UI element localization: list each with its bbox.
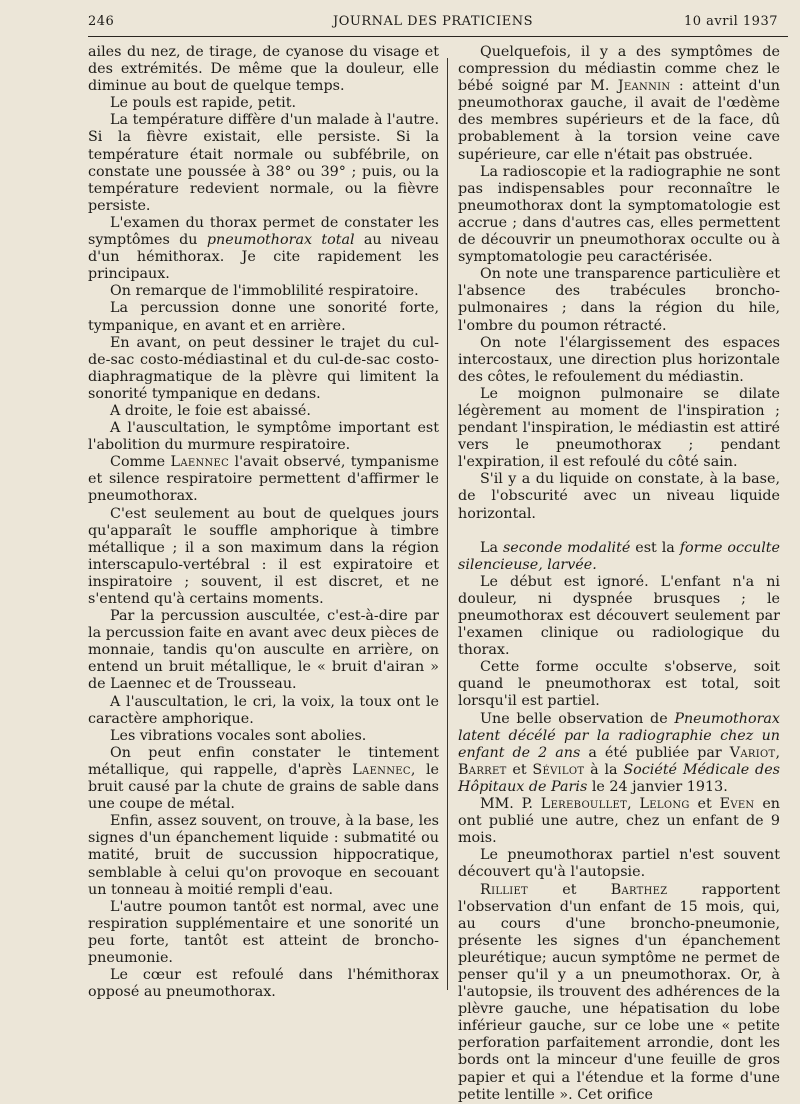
text-run: La radioscopie et la radiographie ne sont pas indispensables pour reconnaître le pneumothorax dont la symptomatologie est accrue ; dans d'autres cas, elles permettent de découvrir un pneumothorax occulte ou à symptomatologie peu caractérisée. (458, 163, 780, 266)
text-run: Cette forme occulte s'observe, soit quand le pneumothorax est total, soit lorsqu'il est partiel. (458, 659, 780, 710)
text-run: La percussion donne une sonorité forte, tympanique, en avant et en arrière. (88, 300, 439, 334)
text-run: , (775, 744, 780, 761)
left-column (88, 44, 439, 1001)
text-run: Enfin, assez souvent, on trouve, à la base, les signes d'un épanchement liquide : submatité ou matité, bruit de succussion hippocratique, semblable à celui qu'on provoque en secouant un tonneau à moitié rempli d'eau. (88, 813, 439, 898)
page-number: 246 (88, 14, 115, 29)
paragraph (458, 266, 780, 334)
paragraph (458, 335, 780, 386)
author-name: Variot (729, 744, 776, 761)
paragraph (88, 506, 439, 609)
paragraph (88, 745, 439, 813)
text-run: La température diffère d'un malade à l'autre. Si la fièvre existait, elle persiste. Si la température était normale ou subfébrile, on constate une poussée à 38° ou 39° ; puis, ou la température redevient normale, ou la fièvre persiste. (88, 112, 439, 214)
text-run: Comme (110, 454, 171, 471)
paragraph (458, 659, 780, 710)
journal-title: JOURNAL DES PRATICIENS (333, 14, 533, 29)
text-run: l'avait observé, tympanisme et silence respiratoire permettent d'affirmer le pneumothorax. (88, 454, 439, 505)
paragraph (88, 283, 439, 300)
paragraph (88, 967, 439, 1001)
text-run: au niveau d'un hémithorax. Je cite rapidement les principaux. (88, 232, 440, 283)
paragraph (458, 540, 780, 574)
paragraph (88, 95, 439, 112)
text-run: est la (630, 539, 680, 556)
text-run: : atteint d'un pneumothorax gauche, il avait de l'œdème des membres supérieurs et de la face, dû probablement à la torsion veine cave supérieure, car elle n'était pas obstruée. (458, 78, 780, 163)
text-run: A l'auscultation, le symptôme important est l'abolition du murmure respiratoire. (88, 420, 439, 454)
text-run: La (480, 539, 503, 556)
author-name: Barthez (610, 881, 668, 898)
text-run: et (689, 796, 720, 813)
paragraph (458, 847, 780, 881)
italic-text: pneumothorax total (206, 232, 355, 249)
paragraph (88, 813, 439, 898)
text-run: Le moignon pulmonaire se dilate légèrement au moment de l'inspiration ; pendant l'inspiration, le médiastin est attiré vers le pneumothorax ; pendant l'expiration, il est refoulé du côté sain. (458, 385, 780, 471)
paragraph (88, 899, 439, 967)
italic-text: forme occulte silencieuse, larvée. (458, 539, 781, 573)
text-run: Le cœur est refoulé dans l'hémithorax opposé au pneumothorax. (88, 967, 439, 1001)
text-run: Les vibrations vocales sont abolies. (110, 727, 367, 744)
text-run: ailes du nez, de tirage, de cyanose du visage et des extrémités. De même que la douleur, elle diminue au bout de quelque temps. (88, 44, 439, 95)
text-run: On peut enfin constater le tintement métallique, qui rappelle, d'après (88, 744, 439, 778)
text-run: à la (584, 761, 624, 778)
text-run: a été publiée par (580, 744, 730, 761)
text-run: Le début est ignoré. L'enfant n'a ni douleur, ni dyspnée brusques ; le pneumothorax est découvert seulement par l'examen clinique ou radiologique du thorax. (458, 573, 780, 659)
text-run: On note une transparence particulière et l'absence des trabécules broncho-pulmonaires ; dans la région du hile, l'ombre du poumon rétracté. (458, 266, 780, 334)
column-divider (447, 58, 448, 990)
text-run: en ont publié une autre, chez un enfant de 9 mois. (458, 796, 781, 847)
text-run: A l'auscultation, le cri, la voix, la toux ont le caractère amphorique. (88, 693, 439, 727)
paragraph (88, 420, 439, 454)
paragraph (458, 44, 780, 164)
italic-text: Société Médicale des Hôpitaux de Paris (458, 761, 780, 795)
text-run: C'est seulement au bout de quelques jours qu'apparaît le souffle amphorique à timbre métallique ; il a son maximum dans la région interscapulo-vertébral : il est expiratoire et inspiratoire ; souvent, il est discret, et ne s'entend qu'à certains moments. (88, 505, 439, 607)
paragraph (458, 386, 780, 471)
paragraph (88, 694, 439, 728)
text-run: et (528, 881, 611, 898)
author-name: Jeannin (617, 78, 671, 95)
paragraph (458, 796, 780, 847)
text-run: On note l'élargissement des espaces intercostaux, une direction plus horizontale des côtes, le refoulement du médiastin. (458, 334, 780, 385)
text-run: Le pneumothorax partiel n'est souvent découvert qu'à l'autopsie. (458, 847, 780, 881)
text-run: rapportent l'observation d'un enfant de 15 mois, qui, au cours d'une broncho-pneumonie, présente les signes d'un épanchement pleurétique; aucun symptôme ne permet de penser qu'il y a un pneumothorax. Or, à l'autopsie, ils trouvent des adhérences de la plèvre gauche, une hépatisation du lobe inférieur gauche, sur ce lobe une « petite perforation parfaitement arrondie, dont les bords ont la minceur d'une feuille de gros papier et qui a l'étendue et la forme d'une petite lentille ». Cet orifice (458, 881, 781, 1103)
paragraph (88, 44, 439, 95)
text-run: le 24 janvier 1913. (587, 778, 728, 795)
paragraph (88, 300, 439, 334)
author-name: Even (719, 796, 755, 813)
text-run: et (506, 761, 533, 778)
text-run: Le pouls est rapide, petit. (110, 95, 297, 112)
paragraph (458, 882, 780, 1104)
header-rule (88, 36, 788, 37)
right-column (458, 44, 780, 1104)
running-header (88, 14, 778, 36)
paragraph (88, 112, 439, 215)
author-name: Barret (458, 761, 507, 778)
issue-date: 10 avril 1937 (683, 14, 778, 29)
text-run: En avant, on peut dessiner le trajet du cul-de-sac costo-médiastinal et du cul-de-sac costo-diaphragmatique de la plèvre qui limitent la sonorité tympanique en dedans. (88, 334, 439, 402)
text-run: L'autre poumon tantôt est normal, avec une respiration supplémentaire et une sonorité un peu forte, tantôt est atteint de broncho-pneumonie. (88, 898, 439, 966)
paragraph (88, 335, 439, 403)
text-run: L'examen du thorax permet de constater les symptômes du (88, 214, 439, 249)
paragraph (458, 711, 780, 796)
paragraph (88, 215, 439, 283)
paragraph (88, 403, 439, 420)
text-run: , le bruit causé par la chute de grains de sable dans une coupe de métal. (88, 761, 439, 813)
text-run: S'il y a du liquide on constate, à la base, de l'obscurité avec un niveau liquide horizontal. (458, 471, 780, 522)
paragraph (458, 164, 780, 267)
author-name: Rilliet (480, 881, 529, 898)
text-run: MM. P. (480, 796, 541, 813)
paragraph (88, 454, 439, 505)
paragraph (458, 471, 780, 522)
italic-text: seconde modalité (502, 539, 631, 556)
author-name: Laennec (352, 761, 411, 778)
paragraph (458, 574, 780, 659)
text-run: On remarque de l'immoblilité respiratoire. (110, 283, 419, 300)
author-name: Laennec (170, 454, 230, 471)
author-name: Lelong (639, 796, 690, 813)
text-run: A droite, le foie est abaissé. (110, 402, 311, 419)
italic-text: Pneumothorax latent décélé par la radiographie chez un enfant de 2 ans (458, 710, 780, 761)
text-run: Par la percussion auscultée, c'est-à-dire par la percussion faite en avant avec deux pièces de monnaie, tandis qu'on ausculte en arrière, on entend un bruit métallique, le « bruit d'airan » de Laennec et de Trousseau. (88, 608, 439, 693)
paragraph (88, 608, 439, 693)
text-run: , (627, 796, 640, 813)
text-run: Quelquefois, il y a des symptômes de compression du médiastin comme chez le bébé soigné par M. (458, 44, 780, 95)
text-run: Une belle observation de (480, 710, 675, 727)
paragraph (88, 728, 439, 745)
author-name: Lereboullet (540, 796, 628, 813)
author-name: Sévilot (532, 761, 585, 778)
